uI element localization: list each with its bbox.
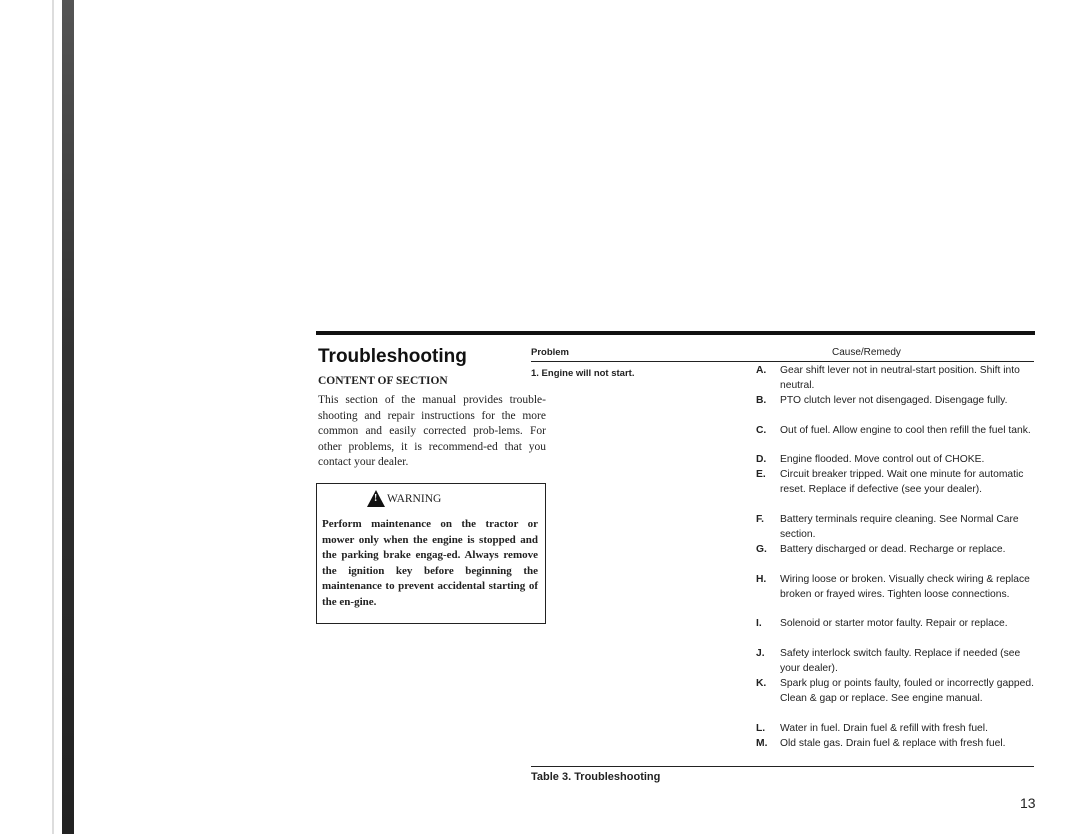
warning-box xyxy=(316,483,546,624)
remedy-letter: F. xyxy=(756,514,765,525)
remedy-item xyxy=(756,468,1036,498)
table-bottom-rule xyxy=(531,766,1034,767)
warning-label: WARNING xyxy=(387,492,442,505)
section-intro: This section of the manual provides trouble-shooting and repair instructions for the more common and easily corrected prob-lems. For other problems, it is recommend-ed that you contact your dealer. xyxy=(318,394,546,468)
remedy-text: Out of fuel. Allow engine to cool then refill the fuel tank. xyxy=(780,425,1031,436)
section-subheading: CONTENT OF SECTION xyxy=(318,375,448,387)
table-caption: Table 3. Troubleshooting xyxy=(531,771,661,783)
remedy-letter: H. xyxy=(756,574,767,585)
problem-label: 1. Engine will not start. xyxy=(531,368,635,379)
remedy-text: Wiring loose or broken. Visually check wiring & replace broken or frayed wires. Tighten loose connections. xyxy=(780,574,1030,600)
remedy-letter: K. xyxy=(756,678,767,689)
remedy-item xyxy=(756,543,1036,558)
remedy-item xyxy=(756,737,1036,752)
remedy-text: Spark plug or points faulty, fouled or incorrectly gapped. Clean & gap or replace. See engine manual. xyxy=(780,678,1034,704)
remedy-item xyxy=(756,617,1036,632)
remedy-text: Gear shift lever not in neutral-start position. Shift into neutral. xyxy=(780,365,1020,391)
remedy-text: Solenoid or starter motor faulty. Repair or replace. xyxy=(780,618,1008,629)
table-header-rule xyxy=(531,361,1034,362)
warning-header xyxy=(367,490,441,507)
remedy-item xyxy=(756,453,1036,468)
remedy-item xyxy=(756,573,1036,603)
section-top-rule xyxy=(316,331,1035,335)
remedy-item xyxy=(756,513,1036,543)
remedy-letter: G. xyxy=(756,544,767,555)
remedy-item xyxy=(756,424,1036,439)
scan-edge xyxy=(52,0,54,834)
remedy-item xyxy=(756,722,1036,737)
remedy-text: Battery terminals require cleaning. See Normal Care section. xyxy=(780,514,1019,540)
remedy-letter: J. xyxy=(756,648,765,659)
remedy-letter: E. xyxy=(756,469,766,480)
remedy-letter: L. xyxy=(756,723,766,734)
remedy-item xyxy=(756,394,1036,409)
scan-binding-shadow xyxy=(62,0,74,834)
remedy-letter: D. xyxy=(756,454,767,465)
warning-text: Perform maintenance on the tractor or mower only when the engine is stopped and the parking brake engag-ed. Always remove the ignition key before beginning the maintenance to prevent accidental starting of the en-gine. xyxy=(322,518,538,608)
remedy-letter: M. xyxy=(756,738,768,749)
remedy-item xyxy=(756,364,1036,394)
table-header-problem: Problem xyxy=(531,347,570,358)
remedy-text: Battery discharged or dead. Recharge or replace. xyxy=(780,544,1006,555)
remedy-text: Circuit breaker tripped. Wait one minute for automatic reset. Replace if defective (see your dealer). xyxy=(780,469,1024,495)
remedy-item xyxy=(756,677,1036,707)
section-title: Troubleshooting xyxy=(318,346,467,367)
page-number: 13 xyxy=(1020,795,1036,811)
remedy-text: Water in fuel. Drain fuel & refill with fresh fuel. xyxy=(780,723,988,734)
remedy-letter: I. xyxy=(756,618,762,629)
warning-icon: ! xyxy=(367,490,385,507)
remedy-item xyxy=(756,647,1036,677)
remedy-letter: C. xyxy=(756,425,767,436)
remedy-letter: A. xyxy=(756,365,767,376)
table-header-cause: Cause/Remedy xyxy=(832,347,901,358)
remedy-text: PTO clutch lever not disengaged. Disengage fully. xyxy=(780,395,1008,406)
remedy-text: Safety interlock switch faulty. Replace if needed (see your dealer). xyxy=(780,648,1021,674)
remedy-letter: B. xyxy=(756,395,767,406)
remedy-text: Old stale gas. Drain fuel & replace with fresh fuel. xyxy=(780,738,1006,749)
remedy-text: Engine flooded. Move control out of CHOKE. xyxy=(780,454,985,465)
